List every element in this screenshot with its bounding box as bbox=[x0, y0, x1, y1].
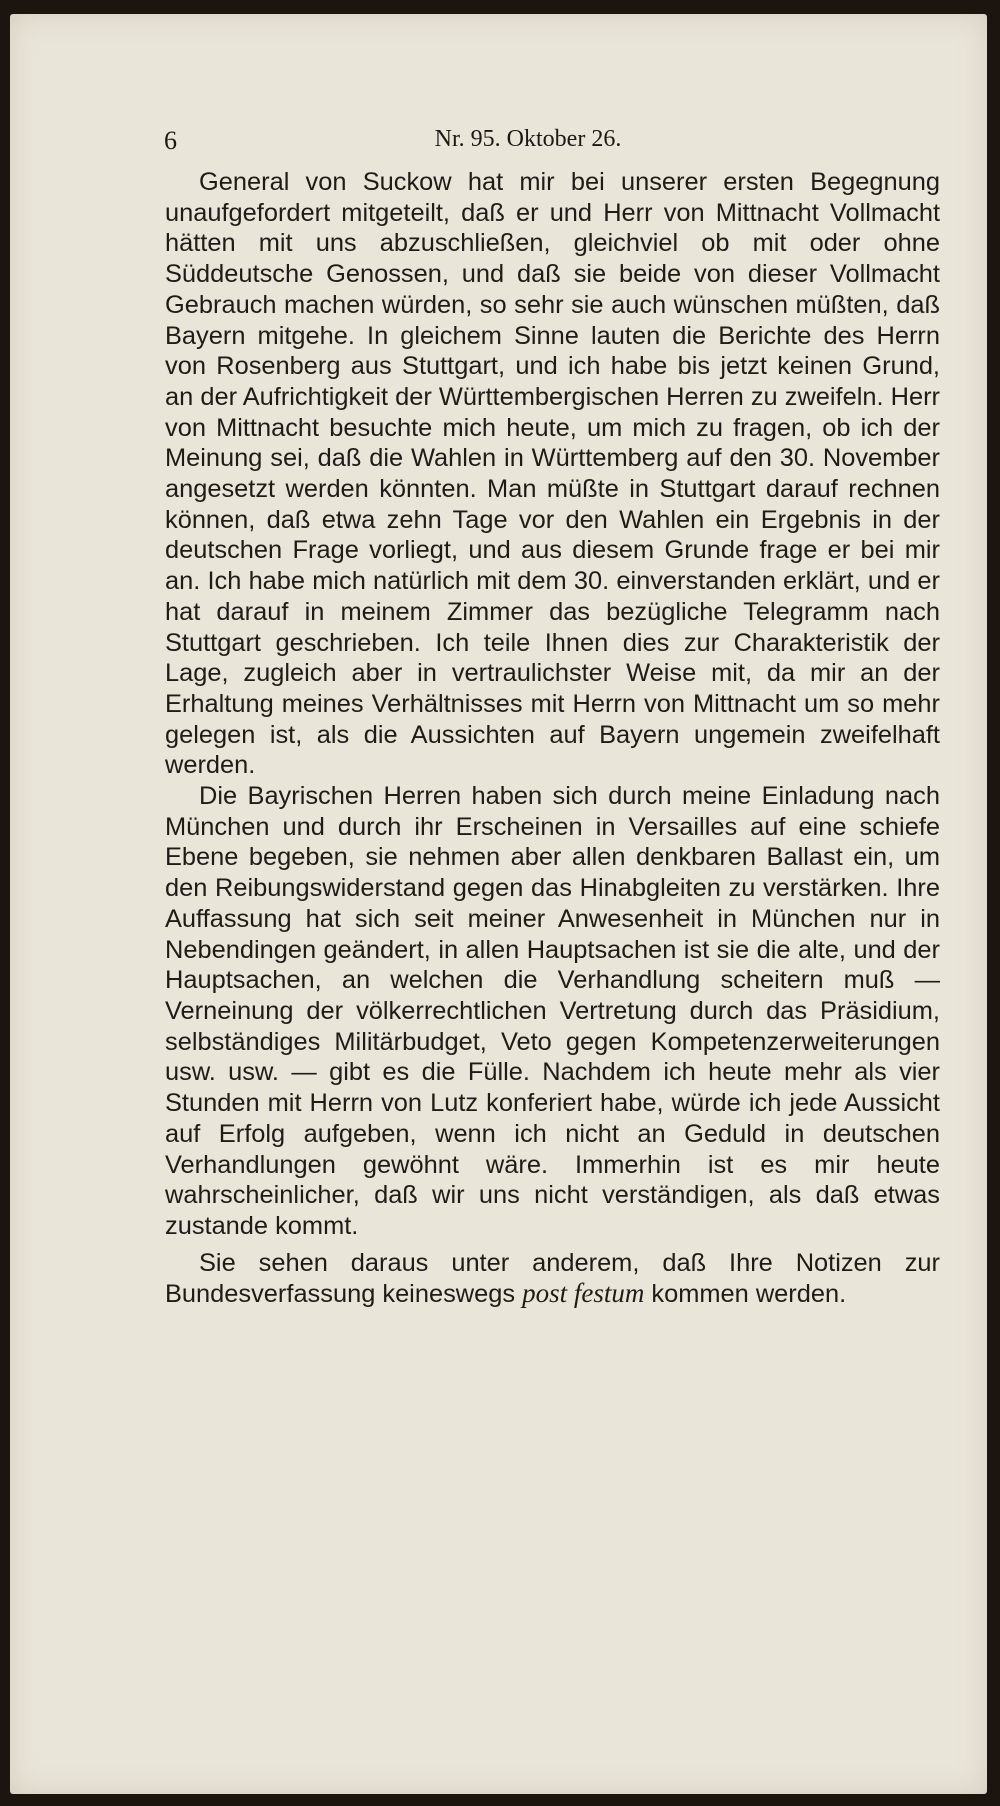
body-text bbox=[165, 167, 940, 1310]
paragraph-3-text-end: kommen werden. bbox=[644, 1280, 847, 1309]
paragraph-3 bbox=[165, 1248, 940, 1310]
paragraph-1: General von Suckow hat mir bei unserer ersten Begegnung unaufgefordert mitgeteilt, daß er und Herr von Mittnacht Vollmacht hätten mit uns abzuschließen, gleichviel ob mit oder ohne Süddeutsche Genossen, und daß sie beide von dieser Vollmacht Gebrauch machen würden, so sehr sie auch wünschen müßten, daß Bayern mitgehe. In gleichem Sinne lauten die Berichte des Herrn von Rosenberg aus Stuttgart, und ich habe bis jetzt keinen Grund, an der Aufrichtigkeit der Württembergischen Herren zu zweifeln. Herr von Mittnacht besuchte mich heute, um mich zu fragen, ob ich der Meinung sei, daß die Wahlen in Württemberg auf den 30. November angesetzt werden könnten. Man müßte in Stuttgart darauf rechnen können, daß etwa zehn Tage vor den Wahlen ein Ergebnis in der deutschen Frage vorliegt, und aus diesem Grunde frage er bei mir an. Ich habe mich natürlich mit dem 30. einverstanden erklärt, und er hat darauf in meinem Zimmer das bezügliche Telegramm nach Stuttgart geschrieben. Ich teile Ihnen dies zur Charakteristik der Lage, zugleich aber in vertraulichster Weise mit, da mir an der Erhaltung meines Verhältnisses mit Herrn von Mittnacht um so mehr gelegen ist, als die Aussichten auf Bayern ungemein zweifelhaft werden. bbox=[165, 168, 940, 780]
paragraph-3-text-start: Sie sehen daraus unter anderem, daß Ihre Notizen zur Bundesverfassung keineswegs bbox=[165, 1248, 940, 1309]
running-head: Nr. 95. Oktober 26. bbox=[434, 126, 622, 152]
page-number: 6 bbox=[164, 126, 177, 155]
page-header bbox=[158, 126, 898, 166]
latin-phrase: post festum bbox=[522, 1278, 645, 1309]
paragraph-2: Die Bayrischen Herren haben sich durch meine Einladung nach München und durch ihr Erscheinen in Versailles auf eine schiefe Ebene begeben, sie nehmen aber allen denkbaren Ballast ein, um den Reibungswiderstand gegen das Hinabgleiten zu verstärken. Ihre Auffassung hat sich seit meiner Anwesenheit in München nur in Nebendingen geändert, in allen Hauptsachen ist sie die alte, und der Hauptsachen, an welchen die Verhandlung scheitern muß — Verneinung der völkerrechtlichen Vertretung durch das Präsidium, selbständiges Militärbudget, Veto gegen Kompetenzerweiterungen usw. usw. — gibt es die Fülle. Nachdem ich heute mehr als vier Stunden mit Herrn von Lutz konferiert habe, würde ich jede Aussicht auf Erfolg aufgeben, wenn ich nicht an Geduld in deutschen Verhandlungen gewöhnt wäre. Immerhin ist es mir heute wahrscheinlicher, daß wir uns nicht verständigen, als daß etwas zustande kommt. bbox=[165, 782, 940, 1240]
